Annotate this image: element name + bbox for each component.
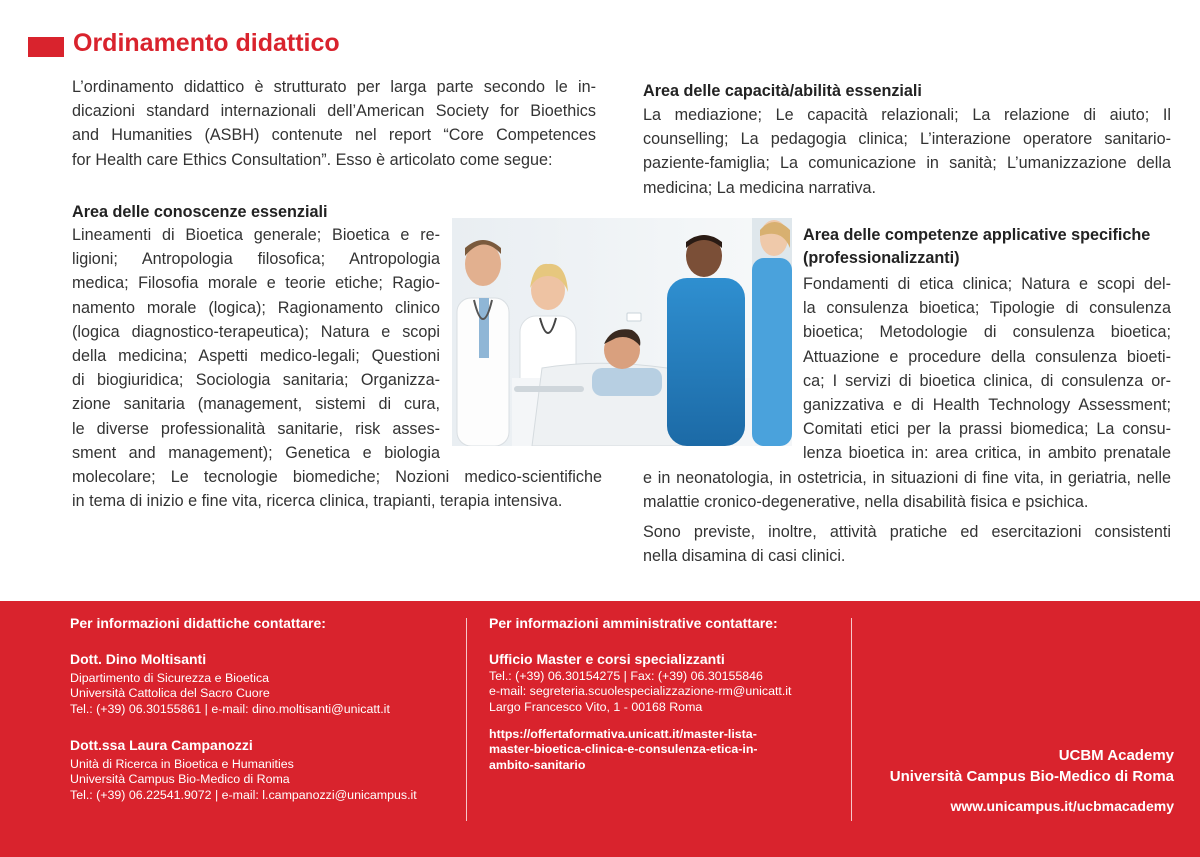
- text-line: nella disamina di casi clinici.: [643, 547, 846, 566]
- text-line: malattie cronico-degenerative, nella disabilità fisica e psichica.: [643, 493, 1089, 512]
- text-line: ganizzativa e di Health Technology Assessment;: [803, 396, 1171, 415]
- text-line: Lineamenti di Bioetica generale; Bioetica e re-: [72, 226, 440, 244]
- didattiche-heading: Per informazioni didattiche contattare:: [70, 615, 326, 631]
- hospital-photo-icon: [452, 218, 792, 446]
- link-line[interactable]: master-bioetica-clinica-e-consulenza-etica-in-: [489, 742, 758, 757]
- text-line: di biogiuridica; Sociologia sanitaria; Organizza-: [72, 371, 440, 390]
- text-line: in tema di inizio e fine vita, ricerca clinica, trapianti, terapia intensiva.: [72, 492, 563, 511]
- office-phone-line: Tel.: (+39) 06.30154275 | Fax: (+39) 06.30155846: [489, 669, 763, 683]
- text-line: La mediazione; Le capacità relazionali; La relazione di aiuto; Il: [643, 106, 1171, 124]
- area-conoscenze-heading: Area delle conoscenze essenziali: [72, 203, 328, 221]
- office-email-line[interactable]: e-mail: segreteria.scuolespecializzazione-rm@unicatt.it: [489, 684, 792, 699]
- text-line: bioetica; Metodologie di consulenza bioetica;: [803, 323, 1171, 342]
- contact-line: Unità di Ricerca in Bioetica e Humanities: [70, 757, 294, 771]
- text-line: ca; I servizi di bioetica clinica, di consulenza or-: [803, 371, 1171, 390]
- text-line: paziente-famiglia; La comunicazione in sanità; L’umanizzazione della: [643, 154, 1171, 173]
- link-line[interactable]: ambito-sanitario: [489, 757, 586, 772]
- area-competenze-heading: [803, 224, 1150, 270]
- text-line: medica; Filosofia morale e teorie etiche; Ragio-: [72, 274, 440, 293]
- area-capacita-heading: Area delle capacità/abilità essenziali: [643, 82, 922, 100]
- contact-email-line[interactable]: Tel.: (+39) 06.22541.9072 | e-mail: l.campanozzi@unicampus.it: [70, 787, 417, 802]
- area-capacita-text: [643, 103, 1171, 200]
- page-title: Ordinamento didattico: [73, 29, 340, 57]
- intro-line: and Humanities (ASBH) contenute nel report “Core Competences: [72, 126, 596, 145]
- closing-paragraph: [643, 520, 1171, 568]
- heading-line: Area delle competenze applicative specifiche: [803, 226, 1151, 244]
- intro-line: for Health care Ethics Consultation”. Esso è articolato come segue:: [72, 150, 553, 169]
- text-line: lenza bioetica in: area critica, in ambito prenatale: [803, 444, 1171, 463]
- contact-line: Università Cattolica del Sacro Cuore: [70, 686, 270, 701]
- text-line: e in neonatologia, in ostetricia, in situazioni di fine vita, in geriatria, nelle: [643, 469, 1171, 487]
- contact-name: Dott.ssa Laura Campanozzi: [70, 737, 253, 753]
- text-line: Comitati etici per la prassi biomedica; La consu-: [803, 420, 1171, 439]
- brand-academy: UCBM Academy: [1058, 747, 1174, 764]
- text-line: counselling; La pedagogia clinica; L’interazione operatore sanitario-: [643, 130, 1171, 149]
- text-line: Attuazione e procedure della consulenza bioeti-: [803, 347, 1171, 366]
- text-line: ligioni; Antropologia filosofica; Antropologia: [72, 250, 440, 269]
- intro-paragraph: [72, 75, 596, 172]
- amministrative-heading: Per informazioni amministrative contattare:: [489, 615, 778, 631]
- footer-divider: [851, 618, 852, 821]
- heading-line: (professionalizzanti): [803, 249, 960, 267]
- area-conoscenze-text: [72, 223, 440, 465]
- area-competenze-text-wide: [643, 466, 1171, 514]
- contact-name: Dott. Dino Moltisanti: [70, 651, 207, 667]
- contact-details: [70, 671, 390, 717]
- office-name: Ufficio Master e corsi specializzanti: [489, 651, 725, 667]
- area-conoscenze-text-wide: [72, 465, 602, 513]
- footer-contacts: [0, 601, 1200, 857]
- contact-email-line[interactable]: Tel.: (+39) 06.30155861 | e-mail: dino.moltisanti@unicatt.it: [70, 701, 390, 716]
- office-details: [489, 669, 792, 715]
- text-line: sment and management); Genetica e biologia: [72, 443, 440, 462]
- footer-divider: [466, 618, 467, 821]
- text-line: la consulenza bioetica; Tipologie di consulenza: [803, 299, 1171, 318]
- brand-university: Università Campus Bio-Medico di Roma: [889, 768, 1174, 785]
- office-address-line: Largo Francesco Vito, 1 - 00168 Roma: [489, 699, 703, 714]
- master-link[interactable]: [489, 727, 758, 773]
- text-line: della medicina; Aspetti medico-legali; Questioni: [72, 347, 440, 366]
- text-line: le diverse professionalità sanitarie, risk asses-: [72, 419, 440, 438]
- area-competenze-text: [803, 272, 1171, 466]
- text-line: Sono previste, inoltre, attività pratiche ed esercitazioni consistenti: [643, 523, 1171, 541]
- link-line[interactable]: https://offertaformativa.unicatt.it/master-lista-: [489, 727, 757, 741]
- text-line: medicina; La medicina narrativa.: [643, 178, 877, 197]
- text-line: molecolare; Le tecnologie biomediche; Nozioni medico-scientifiche: [72, 468, 602, 486]
- brand-url-link[interactable]: www.unicampus.it/ucbmacademy: [950, 798, 1174, 814]
- contact-line: Dipartimento di Sicurezza e Bioetica: [70, 671, 270, 685]
- contact-details: [70, 757, 417, 803]
- text-line: (logica diagnostico-terapeutica); Natura e scopi: [72, 322, 440, 341]
- intro-line: L’ordinamento didattico è strutturato per larga parte secondo le in-: [72, 78, 596, 96]
- text-line: Fondamenti di etica clinica; Natura e scopi del-: [803, 275, 1171, 293]
- intro-line: dicazioni standard internazionali dell’American Society for Bioethics: [72, 102, 596, 121]
- text-line: namento morale (logica); Ragionamento clinico: [72, 298, 440, 317]
- contact-line: Università Campus Bio-Medico di Roma: [70, 772, 290, 787]
- title-accent-bar: [28, 37, 64, 57]
- hospital-photo-svg: [452, 218, 792, 446]
- text-line: zione sanitaria (management, sistemi di cura,: [72, 395, 440, 414]
